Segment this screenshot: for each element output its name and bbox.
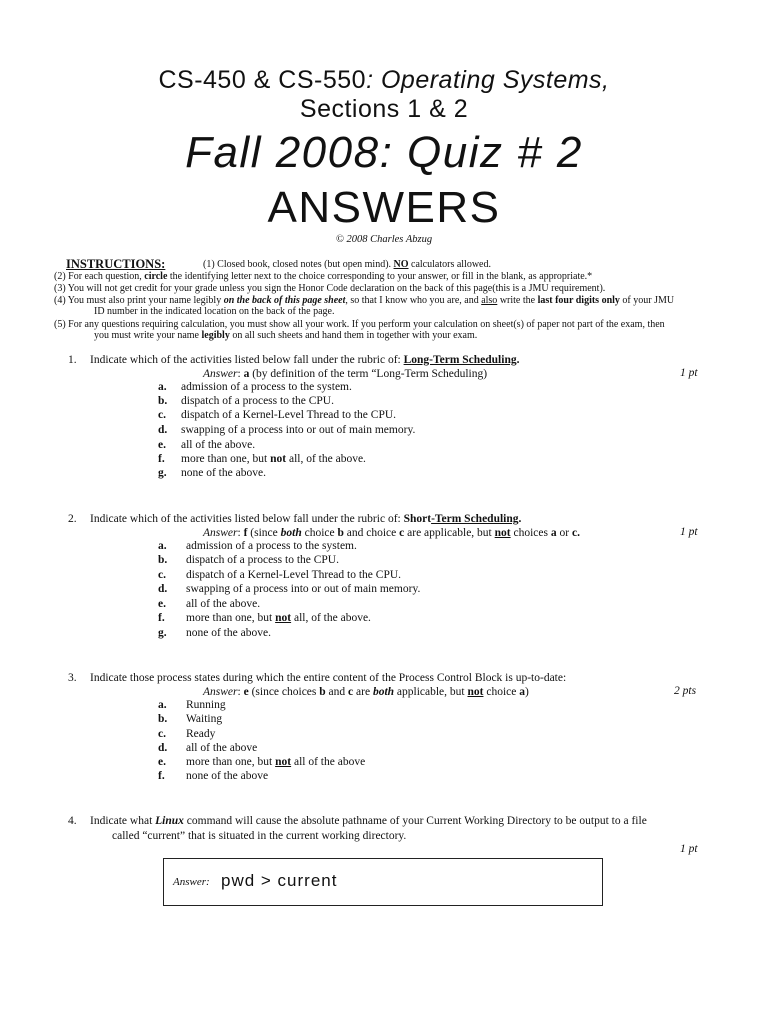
option-item: f. more than one, but not all, of the above. bbox=[158, 612, 371, 624]
q1-number: 1. bbox=[68, 354, 77, 366]
option-item: e. more than one, but not all of the above bbox=[158, 756, 366, 768]
option-item: a. admission of a process to the system. bbox=[158, 540, 357, 552]
q2-points: 1 pt bbox=[680, 526, 698, 538]
option-item: g. none of the above. bbox=[158, 627, 271, 639]
option-item: f. more than one, but not all, of the above. bbox=[158, 453, 366, 465]
q4-number: 4. bbox=[68, 815, 77, 827]
q2-number: 2. bbox=[68, 513, 77, 525]
answer-box-value: pwd > current bbox=[221, 871, 338, 890]
instruction-4-line2: ID number in the indicated location on the back of the page. bbox=[94, 306, 335, 317]
course-codes: CS-450 & CS-550 bbox=[158, 66, 367, 94]
course-title bbox=[0, 66, 768, 95]
option-item: c. dispatch of a Kernel-Level Thread to the CPU. bbox=[158, 409, 397, 421]
instruction-2: (2) For each question, circle the identifying letter next to the choice corresponding to your answer, or fill in the blank, as appropriate.* bbox=[54, 271, 593, 282]
option-item: c. dispatch of a Kernel-Level Thread to the CPU. bbox=[158, 569, 402, 581]
q4-points: 1 pt bbox=[680, 843, 698, 855]
q1-points: 1 pt bbox=[680, 367, 698, 379]
q4-text: Indicate what Linux command will cause the absolute pathname of your Current Working Directory to be output to a file bbox=[90, 815, 647, 827]
option-item: d. all of the above bbox=[158, 742, 258, 754]
quiz-title: Fall 2008: Quiz # 2 bbox=[185, 128, 583, 177]
option-item: e. all of the above. bbox=[158, 598, 261, 610]
option-item: f. none of the above bbox=[158, 770, 269, 782]
option-item: g. none of the above. bbox=[158, 467, 266, 479]
instruction-4: (4) You must also print your name legibly on the back of this page sheet, so that I know who you are, and also write the last four digits only of your JMU bbox=[54, 295, 675, 306]
q1-text: Indicate which of the activities listed below fall under the rubric of: Long-Term Scheduling. bbox=[90, 354, 520, 366]
option-item: d. swapping of a process into or out of main memory. bbox=[158, 424, 416, 436]
q3-text: Indicate those process states during which the entire content of the Process Control Block is up-to-date: bbox=[90, 672, 567, 684]
q3-number: 3. bbox=[68, 672, 77, 684]
answers-title: ANSWERS bbox=[267, 183, 501, 232]
option-item: d. swapping of a process into or out of main memory. bbox=[158, 583, 421, 595]
answer-box-label: Answer: bbox=[173, 876, 210, 888]
sections-line: Sections 1 & 2 bbox=[299, 95, 469, 123]
option-item: c. Ready bbox=[158, 728, 216, 740]
q2-answer: Answer: f (since both choice b and choice c are applicable, but not choices a or c. bbox=[203, 527, 580, 539]
q2-text: Indicate which of the activities listed below fall under the rubric of: Short-Term Scheduling. bbox=[90, 513, 522, 525]
instructions-heading: INSTRUCTIONS: bbox=[66, 257, 166, 271]
instruction-5: (5) For any questions requiring calculation, you must show all your work. If you perform your calculation on sheet(s) of paper not part of the exam, then bbox=[54, 319, 665, 330]
instruction-1: (1) Closed book, closed notes (but open mind). NO calculators allowed. bbox=[203, 259, 491, 270]
option-item: a. Running bbox=[158, 699, 226, 711]
instruction-3: (3) You will not get credit for your grade unless you sign the Honor Code declaration on the back of this page(this is a JMU requirement). bbox=[54, 283, 606, 294]
option-item: b. dispatch of a process to the CPU. bbox=[158, 554, 339, 566]
copyright-line: © 2008 Charles Abzug bbox=[335, 234, 433, 245]
option-item: b. dispatch of a process to the CPU. bbox=[158, 395, 334, 407]
instruction-5-line2: you must write your name legibly on all such sheets and hand them in together with your exam. bbox=[94, 330, 478, 341]
option-item: a. admission of a process to the system. bbox=[158, 381, 352, 393]
option-item: e. all of the above. bbox=[158, 439, 256, 451]
q3-answer: Answer: e (since choices b and c are both applicable, but not choice a) bbox=[203, 686, 529, 698]
q4-text-line2: called “current” that is situated in the current working directory. bbox=[112, 830, 407, 842]
q1-answer: Answer: a (by definition of the term “Long-Term Scheduling) bbox=[203, 368, 488, 380]
option-item: b. Waiting bbox=[158, 713, 223, 725]
q3-points: 2 pts bbox=[674, 685, 697, 697]
answer-box bbox=[163, 858, 603, 906]
course-name: : Operating Systems, bbox=[366, 66, 610, 94]
